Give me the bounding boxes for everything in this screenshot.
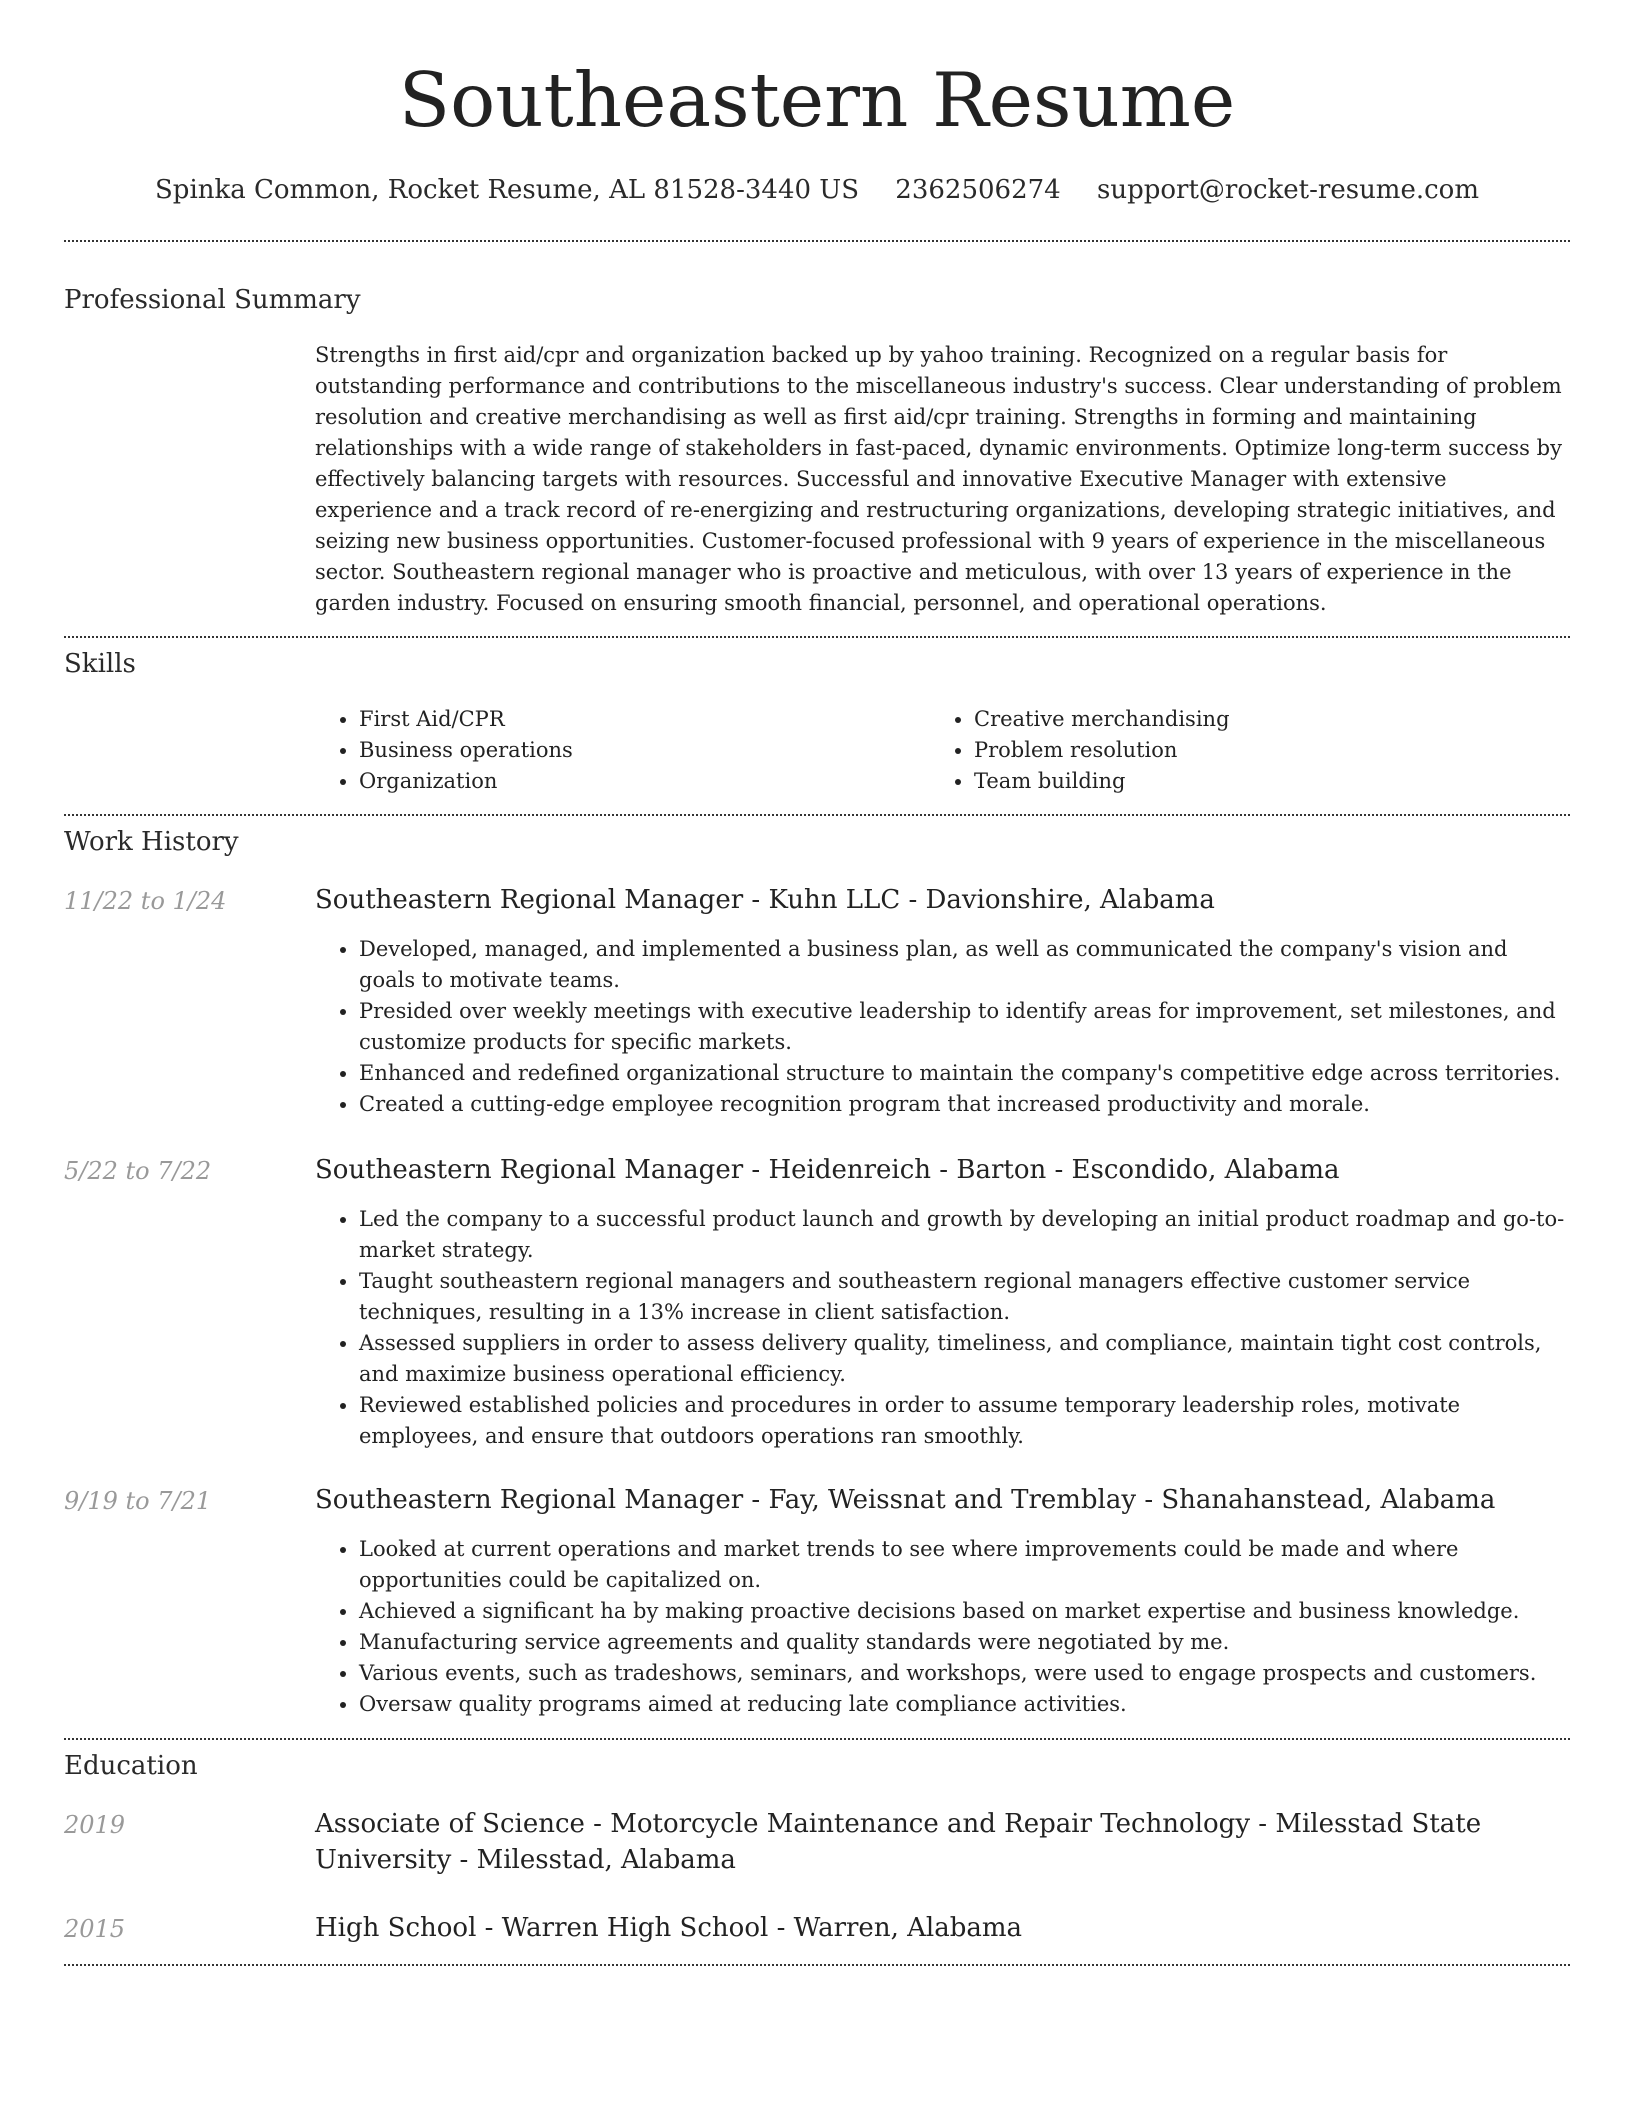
skill-item: • Creative merchandising — [974, 704, 1530, 735]
skill-item: • Business operations — [359, 735, 915, 766]
section-title-education: Education — [64, 1751, 198, 1781]
skill-item: • First Aid/CPR — [359, 704, 915, 735]
job-heading: Southeastern Regional Manager - Heidenreich - Barton - Escondido, Alabama — [315, 1155, 1340, 1185]
job-bullets — [315, 934, 1570, 1120]
contact-address: Spinka Common, Rocket Resume, AL 81528-3440 US — [154, 175, 860, 205]
resume-title: Southeastern Resume — [398, 56, 1236, 144]
job-bullet: • Achieved a significant ha by making proactive decisions based on market expertise and business knowledge. — [359, 1596, 1570, 1627]
divider — [64, 1964, 1570, 1966]
education-entry: High School - Warren High School - Warren, Alabama — [315, 1913, 1022, 1943]
job-bullet: • Various events, such as tradeshows, seminars, and workshops, were used to engage prospects and customers. — [359, 1658, 1570, 1689]
education-year: 2015 — [64, 1915, 126, 1943]
skill-item: • Team building — [974, 766, 1530, 797]
contact-phone: 2362506274 — [895, 175, 1061, 205]
education-year: 2019 — [64, 1811, 126, 1839]
job-heading: Southeastern Regional Manager - Fay, Weissnat and Tremblay - Shanahanstead, Alabama — [315, 1485, 1496, 1515]
job-bullet: • Developed, managed, and implemented a business plan, as well as communicated the company's vision and goals to motivate teams. — [359, 934, 1570, 996]
job-bullet: • Taught southeastern regional managers and southeastern regional managers effective customer service techniques, resulting in a 13% increase in client satisfaction. — [359, 1266, 1570, 1328]
job-dates: 11/22 to 1/24 — [64, 887, 227, 915]
job-bullet: • Manufacturing service agreements and quality standards were negotiated by me. — [359, 1627, 1570, 1658]
job-bullets — [315, 1534, 1570, 1720]
summary-text: Strengths in first aid/cpr and organization backed up by yahoo training. Recognized on a regular basis for outstanding performance and contributions to the miscellaneous industry's success. Clear understanding of problem resolution and creative merchandising as well as first aid/cpr training. Strengths in forming and maintaining relationships with a wide range of stakeholders in fast-paced, dynamic environments. Optimize long-term success by effectively balancing targets with resources. Successful and innovative Executive Manager with extensive experience and a track record of re-energizing and restructuring organizations, developing strategic initiatives, and seizing new business opportunities. Customer-focused professional with 9 years of experience in the miscellaneous sector. Southeastern regional manager who is proactive and meticulous, with over 13 years of experience in the garden industry. Focused on ensuring smooth financial, personnel, and operational operations. — [315, 343, 1562, 615]
contact-email: support@rocket-resume.com — [1096, 175, 1479, 205]
job-bullet: • Assessed suppliers in order to assess delivery quality, timeliness, and compliance, maintain tight cost controls, and maximize business operational efficiency. — [359, 1328, 1570, 1390]
skills-list-left — [315, 704, 915, 797]
divider — [64, 636, 1570, 638]
skill-item: • Organization — [359, 766, 915, 797]
job-bullet: • Looked at current operations and market trends to see where improvements could be made and where opportunities could be capitalized on. — [359, 1534, 1570, 1596]
divider — [64, 240, 1570, 242]
job-heading: Southeastern Regional Manager - Kuhn LLC - Davionshire, Alabama — [315, 885, 1215, 915]
section-title-work: Work History — [64, 827, 239, 857]
divider — [64, 1738, 1570, 1740]
section-title-skills: Skills — [64, 649, 136, 679]
job-bullet: • Created a cutting-edge employee recognition program that increased productivity and morale. — [359, 1089, 1570, 1120]
job-bullets — [315, 1204, 1570, 1452]
job-bullet: • Enhanced and redefined organizational structure to maintain the company's competitive edge across territories. — [359, 1058, 1570, 1089]
skill-item: • Problem resolution — [974, 735, 1530, 766]
job-bullet: • Oversaw quality programs aimed at reducing late compliance activities. — [359, 1689, 1570, 1720]
skills-list-right — [930, 704, 1530, 797]
job-bullet: • Reviewed established policies and procedures in order to assume temporary leadership roles, motivate employees, and ensure that outdoors operations ran smoothly. — [359, 1390, 1570, 1452]
job-bullet: • Led the company to a successful product launch and growth by developing an initial product roadmap and go-to-market strategy. — [359, 1204, 1570, 1266]
education-entry: Associate of Science - Motorcycle Maintenance and Repair Technology - Milesstad State University - Milesstad, Alabama — [315, 1809, 1482, 1875]
divider — [64, 814, 1570, 816]
section-title-summary: Professional Summary — [64, 285, 361, 315]
job-dates: 9/19 to 7/21 — [64, 1487, 212, 1515]
job-bullet: • Presided over weekly meetings with executive leadership to identify areas for improvement, set milestones, and customize products for specific markets. — [359, 996, 1570, 1058]
contact-line — [64, 170, 1570, 210]
job-dates: 5/22 to 7/22 — [64, 1157, 212, 1185]
